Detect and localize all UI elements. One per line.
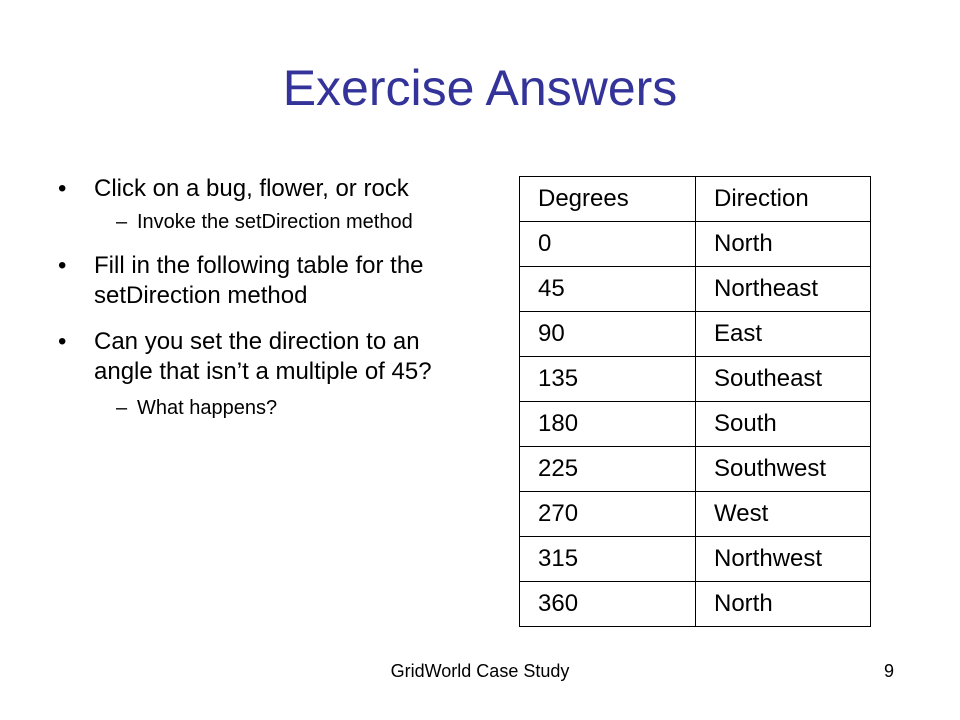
- table-row: [520, 222, 871, 267]
- table-row: [520, 447, 871, 492]
- direction-cell: South: [696, 402, 871, 447]
- bullet-icon: •: [58, 252, 67, 279]
- direction-table: [519, 176, 871, 627]
- bullet-item: [58, 327, 458, 387]
- header-direction: Direction: [696, 177, 871, 222]
- slide-title: Exercise Answers: [282, 60, 678, 116]
- sub-bullet-icon: –: [116, 211, 128, 233]
- degrees-cell: 45: [520, 267, 696, 312]
- bullet-item: [58, 251, 458, 311]
- direction-cell: East: [696, 312, 871, 357]
- degrees-cell: 360: [520, 582, 696, 627]
- degrees-cell: 270: [520, 492, 696, 537]
- table-row: [520, 357, 871, 402]
- direction-cell: West: [696, 492, 871, 537]
- sub-bullet-text: Invoke the setDirection method: [137, 211, 413, 233]
- sub-bullet-icon: –: [116, 397, 128, 419]
- bullet-text: Fill in the following table for the setDirection method: [94, 252, 424, 309]
- degrees-cell: 315: [520, 537, 696, 582]
- degrees-cell: 0: [520, 222, 696, 267]
- direction-cell: Southeast: [696, 357, 871, 402]
- bullet-icon: •: [58, 328, 67, 355]
- table-row: [520, 402, 871, 447]
- header-degrees: Degrees: [520, 177, 696, 222]
- footer-text: GridWorld Case Study: [390, 661, 570, 681]
- degrees-cell: 90: [520, 312, 696, 357]
- degrees-cell: 135: [520, 357, 696, 402]
- bullet-text: Click on a bug, flower, or rock: [94, 175, 409, 202]
- bullet-icon: •: [58, 175, 67, 202]
- direction-cell: Southwest: [696, 447, 871, 492]
- table-row: [520, 537, 871, 582]
- bullet-item: [58, 174, 458, 204]
- table-row: [520, 267, 871, 312]
- direction-cell: North: [696, 222, 871, 267]
- degrees-cell: 180: [520, 402, 696, 447]
- direction-cell: North: [696, 582, 871, 627]
- sub-bullet-text: What happens?: [137, 397, 278, 419]
- sub-bullet-item: [58, 395, 458, 421]
- direction-cell: Northwest: [696, 537, 871, 582]
- direction-cell: Northeast: [696, 267, 871, 312]
- table-row: [520, 492, 871, 537]
- table-row: [520, 582, 871, 627]
- sub-bullet-item: [58, 209, 458, 235]
- degrees-cell: 225: [520, 447, 696, 492]
- table-header-row: [520, 177, 871, 222]
- bullet-list: [58, 174, 458, 421]
- page-number: 9: [884, 661, 895, 681]
- bullet-text: Can you set the direction to an angle that isn’t a multiple of 45?: [94, 328, 432, 385]
- table-row: [520, 312, 871, 357]
